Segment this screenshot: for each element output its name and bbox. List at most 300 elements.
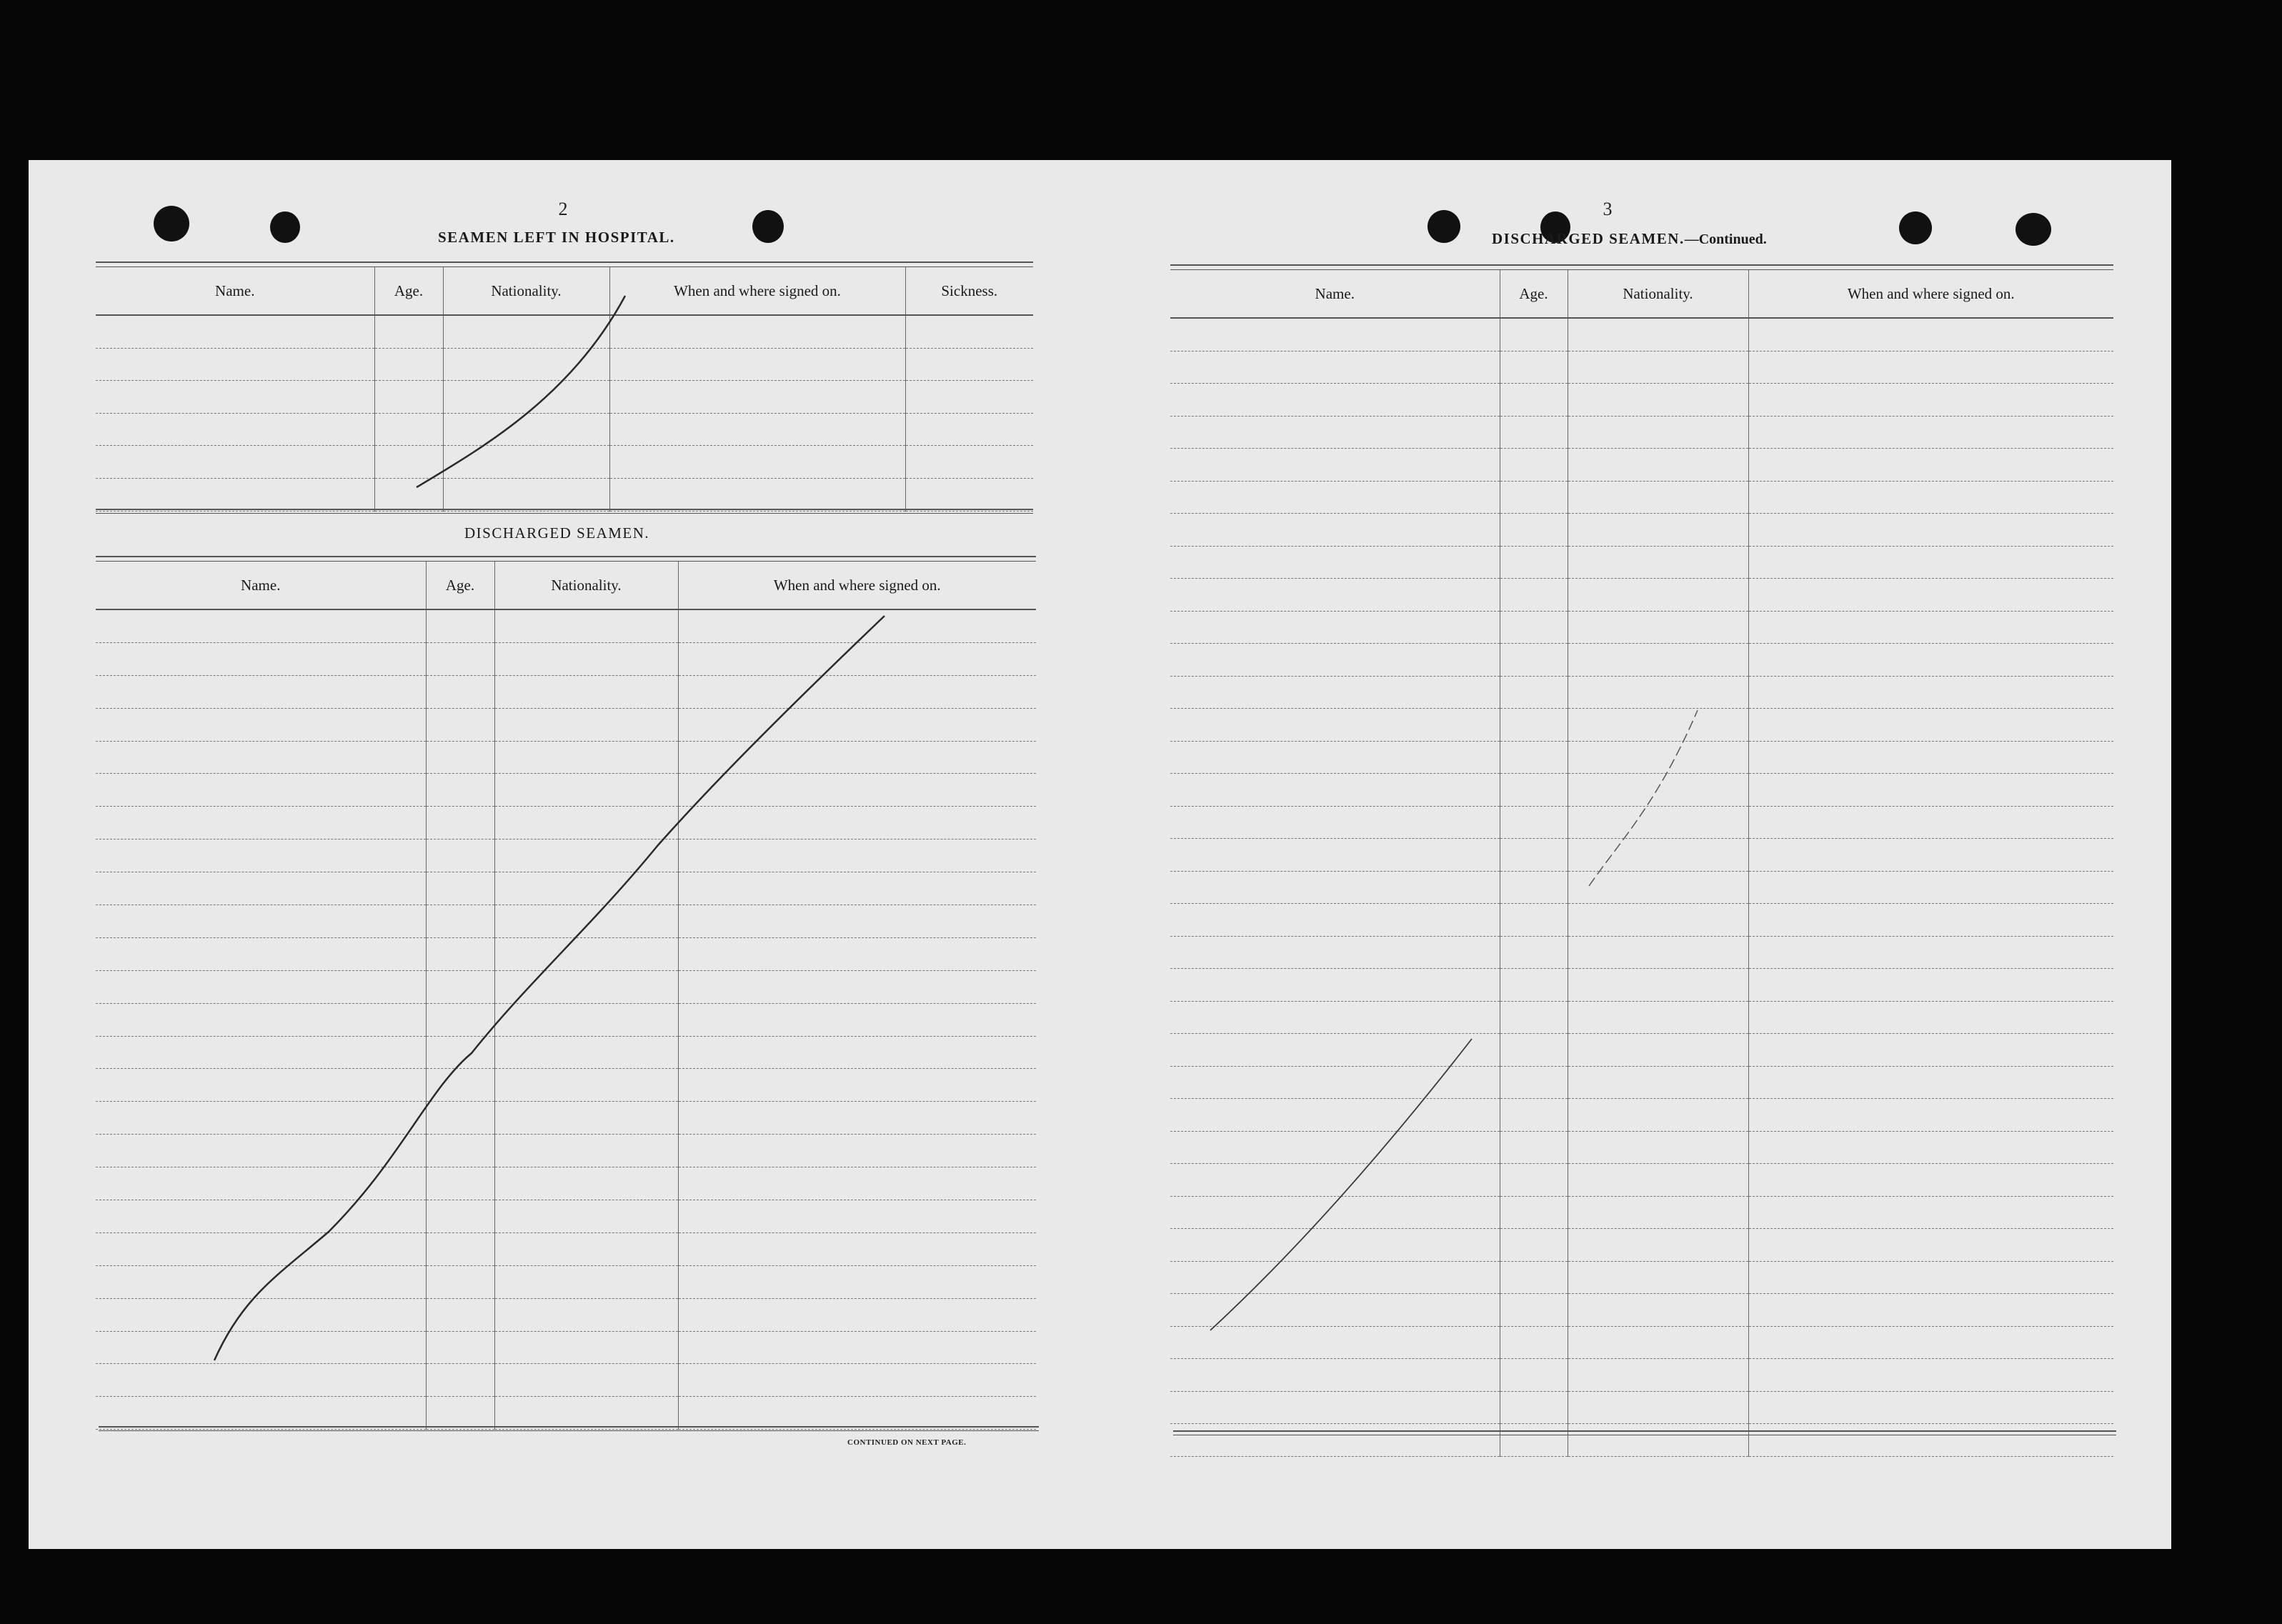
blank-cell (96, 642, 426, 675)
table-row (1170, 871, 2113, 904)
blank-cell (1500, 546, 1568, 579)
blank-cell (678, 905, 1036, 938)
blank-cell (96, 413, 374, 446)
page-number: 3 (1603, 199, 1613, 219)
table-row (96, 1003, 1036, 1036)
blank-cell (96, 840, 426, 872)
blank-cell (1500, 1001, 1568, 1034)
blank-cell (426, 905, 494, 938)
blank-cell (1170, 904, 1500, 937)
column-header-signed-on: When and where signed on. (678, 562, 1036, 609)
punch-hole (154, 206, 189, 241)
blank-cell (1568, 318, 1748, 351)
hospital-section-title: SEAMEN LEFT IN HOSPITAL. (438, 229, 675, 246)
table-row (1170, 1196, 2113, 1229)
blank-cell (426, 642, 494, 675)
blank-cell (1568, 676, 1748, 709)
blank-cell (1568, 741, 1748, 774)
blank-cell (1748, 1326, 2113, 1359)
blank-cell (1170, 1326, 1500, 1359)
table-row (1170, 1164, 2113, 1197)
blank-cell (426, 1102, 494, 1135)
blank-cell (1568, 839, 1748, 872)
blank-cell (1170, 351, 1500, 384)
blank-cell (678, 609, 1036, 642)
punch-hole (1428, 210, 1460, 243)
blank-cell (1568, 1164, 1748, 1197)
blank-cell (1170, 1066, 1500, 1099)
blank-cell (678, 1298, 1036, 1331)
blank-cell (96, 1232, 426, 1265)
table-row (1170, 384, 2113, 417)
blank-cell (678, 1135, 1036, 1167)
blank-cell (443, 446, 609, 479)
blank-cell (905, 381, 1033, 414)
blank-cell (494, 741, 678, 774)
blank-cell (96, 1003, 426, 1036)
table-row (1170, 709, 2113, 742)
table-row (96, 609, 1036, 642)
blank-cell (1500, 1099, 1568, 1132)
blank-cell (1748, 1131, 2113, 1164)
table-row (96, 1200, 1036, 1233)
blank-cell (494, 675, 678, 708)
blank-cell (1170, 1131, 1500, 1164)
blank-cell (1568, 384, 1748, 417)
blank-cell (678, 1331, 1036, 1364)
table-row (96, 478, 1033, 511)
column-header-signed-on: When and where signed on. (609, 267, 905, 315)
blank-cell (1500, 1229, 1568, 1262)
blank-cell (1568, 1066, 1748, 1099)
blank-cell (426, 1397, 494, 1430)
table-row (96, 1298, 1036, 1331)
blank-cell (96, 1331, 426, 1364)
blank-cell (96, 807, 426, 840)
blank-cell (1568, 481, 1748, 514)
blank-cell (678, 872, 1036, 905)
table-top-rule (96, 261, 1033, 267)
column-header-nationality: Nationality. (494, 562, 678, 609)
blank-cell (678, 741, 1036, 774)
blank-cell (1170, 416, 1500, 449)
blank-cell (426, 872, 494, 905)
blank-cell (1170, 1034, 1500, 1067)
blank-cell (1568, 1359, 1748, 1392)
blank-cell (443, 348, 609, 381)
table-row (96, 1069, 1036, 1102)
blank-cell (494, 1003, 678, 1036)
blank-cell (1748, 449, 2113, 482)
blank-cell (1170, 1294, 1500, 1327)
blank-cell (609, 315, 905, 348)
table-row (1170, 839, 2113, 872)
discharged-continued-title (1492, 230, 1767, 248)
blank-cell (1568, 1229, 1748, 1262)
blank-cell (96, 905, 426, 938)
blank-cell (1170, 871, 1500, 904)
blank-cell (426, 807, 494, 840)
column-header-nationality: Nationality. (1568, 270, 1748, 318)
blank-cell (1500, 1164, 1568, 1197)
blank-cell (1568, 1326, 1748, 1359)
blank-cell (905, 413, 1033, 446)
blank-cell (96, 478, 374, 511)
blank-cell (1500, 384, 1568, 417)
table-row (1170, 449, 2113, 482)
blank-cell (1170, 969, 1500, 1002)
blank-cell (1170, 709, 1500, 742)
blank-cell (426, 1069, 494, 1102)
blank-cell (96, 872, 426, 905)
blank-cell (1500, 514, 1568, 547)
blank-cell (678, 1003, 1036, 1036)
blank-cell (1568, 871, 1748, 904)
blank-cell (1568, 969, 1748, 1002)
table-row (1170, 1424, 2113, 1457)
table-row (96, 741, 1036, 774)
column-header-name: Name. (1170, 270, 1500, 318)
blank-cell (678, 1265, 1036, 1298)
blank-cell (1748, 1391, 2113, 1424)
table-row (1170, 1066, 2113, 1099)
blank-cell (1170, 579, 1500, 612)
blank-cell (1500, 871, 1568, 904)
blank-cell (1170, 741, 1500, 774)
blank-cell (1170, 1001, 1500, 1034)
blank-cell (1170, 318, 1500, 351)
column-header-name: Name. (96, 267, 374, 315)
blank-cell (494, 708, 678, 741)
blank-cell (1568, 1099, 1748, 1132)
blank-cell (1568, 1391, 1748, 1424)
table-row (96, 1265, 1036, 1298)
table-top-rule (1170, 264, 2113, 270)
blank-cell (1170, 1164, 1500, 1197)
blank-cell (494, 970, 678, 1003)
column-header-age: Age. (374, 267, 443, 315)
table-bottom-rule (96, 509, 1033, 514)
table-row (96, 642, 1036, 675)
hospital-table (96, 267, 1033, 512)
blank-cell (1568, 1001, 1748, 1034)
blank-cell (1170, 839, 1500, 872)
blank-cell (1568, 416, 1748, 449)
blank-cell (494, 1102, 678, 1135)
blank-cell (1170, 611, 1500, 644)
blank-cell (96, 774, 426, 807)
table-row (96, 937, 1036, 970)
blank-cell (494, 1232, 678, 1265)
table-row (96, 1364, 1036, 1397)
table-row (1170, 644, 2113, 677)
blank-cell (96, 609, 426, 642)
blank-cell (1500, 806, 1568, 839)
table-row (96, 708, 1036, 741)
blank-cell (96, 708, 426, 741)
table-row (1170, 514, 2113, 547)
blank-cell (426, 1364, 494, 1397)
blank-cell (1748, 514, 2113, 547)
blank-cell (1170, 546, 1500, 579)
table-row (1170, 969, 2113, 1002)
table-row (1170, 1391, 2113, 1424)
blank-cell (426, 675, 494, 708)
blank-cell (1500, 1294, 1568, 1327)
table-row (1170, 774, 2113, 807)
blank-cell (426, 1298, 494, 1331)
blank-cell (1568, 936, 1748, 969)
blank-cell (609, 478, 905, 511)
blank-cell (1500, 1196, 1568, 1229)
blank-cell (494, 1298, 678, 1331)
blank-cell (678, 1232, 1036, 1265)
table-row (1170, 741, 2113, 774)
table-row (1170, 416, 2113, 449)
blank-cell (609, 381, 905, 414)
blank-cell (426, 1167, 494, 1200)
blank-cell (1170, 936, 1500, 969)
blank-cell (426, 1135, 494, 1167)
blank-cell (678, 675, 1036, 708)
table-row (1170, 318, 2113, 351)
blank-cell (494, 807, 678, 840)
blank-cell (678, 1036, 1036, 1069)
blank-cell (1170, 774, 1500, 807)
blank-cell (1500, 709, 1568, 742)
blank-cell (1500, 579, 1568, 612)
blank-cell (1748, 1261, 2113, 1294)
table-row (96, 840, 1036, 872)
blank-cell (1500, 676, 1568, 709)
blank-cell (678, 937, 1036, 970)
blank-cell (1568, 611, 1748, 644)
blank-cell (678, 807, 1036, 840)
blank-cell (1748, 416, 2113, 449)
blank-cell (1500, 1391, 1568, 1424)
blank-cell (1748, 481, 2113, 514)
blank-cell (1568, 449, 1748, 482)
blank-cell (494, 1069, 678, 1102)
blank-cell (1500, 416, 1568, 449)
blank-cell (1500, 774, 1568, 807)
blank-cell (426, 609, 494, 642)
blank-cell (1500, 1034, 1568, 1067)
blank-cell (1500, 904, 1568, 937)
blank-cell (443, 381, 609, 414)
punch-hole (752, 210, 784, 243)
blank-cell (1568, 709, 1748, 742)
blank-cell (678, 1364, 1036, 1397)
blank-cell (1500, 318, 1568, 351)
blank-cell (1748, 644, 2113, 677)
blank-cell (426, 741, 494, 774)
blank-cell (96, 1397, 426, 1430)
blank-cell (1500, 969, 1568, 1002)
blank-cell (1748, 318, 2113, 351)
blank-cell (426, 774, 494, 807)
blank-cell (1748, 351, 2113, 384)
table-row (1170, 806, 2113, 839)
blank-cell (678, 642, 1036, 675)
blank-cell (494, 1200, 678, 1233)
table-row (96, 446, 1033, 479)
blank-cell (1748, 1066, 2113, 1099)
blank-cell (1568, 774, 1748, 807)
column-header-age: Age. (426, 562, 494, 609)
blank-cell (1170, 384, 1500, 417)
blank-cell (1568, 1261, 1748, 1294)
blank-cell (1748, 839, 2113, 872)
blank-cell (1568, 1034, 1748, 1067)
column-header-signed-on: When and where signed on. (1748, 270, 2113, 318)
blank-cell (1568, 644, 1748, 677)
blank-cell (1500, 1066, 1568, 1099)
blank-cell (1500, 741, 1568, 774)
column-header-nationality: Nationality. (443, 267, 609, 315)
blank-cell (1500, 1359, 1568, 1392)
blank-cell (443, 413, 609, 446)
blank-cell (426, 1200, 494, 1233)
blank-cell (905, 315, 1033, 348)
discharged-section-title: DISCHARGED SEAMEN. (464, 524, 650, 542)
blank-cell (1500, 1131, 1568, 1164)
blank-cell (678, 1167, 1036, 1200)
blank-cell (96, 675, 426, 708)
table-row (96, 315, 1033, 348)
table-row (96, 1135, 1036, 1167)
blank-cell (494, 774, 678, 807)
blank-cell (1748, 871, 2113, 904)
blank-cell (96, 348, 374, 381)
table-row (96, 1036, 1036, 1069)
table-row (96, 807, 1036, 840)
blank-cell (374, 315, 443, 348)
table-row (1170, 1261, 2113, 1294)
blank-cell (494, 872, 678, 905)
blank-cell (1748, 1164, 2113, 1197)
table-row (96, 905, 1036, 938)
blank-cell (96, 1102, 426, 1135)
column-header-age: Age. (1500, 270, 1568, 318)
page-number: 2 (558, 199, 568, 219)
blank-cell (1748, 806, 2113, 839)
blank-cell (426, 937, 494, 970)
table-row (1170, 481, 2113, 514)
blank-cell (1748, 774, 2113, 807)
blank-cell (96, 1200, 426, 1233)
blank-cell (96, 1135, 426, 1167)
blank-cell (678, 1102, 1036, 1135)
blank-cell (678, 1069, 1036, 1102)
table-row (96, 1232, 1036, 1265)
blank-cell (1568, 1196, 1748, 1229)
title-suffix: —Continued. (1684, 231, 1767, 247)
blank-cell (1748, 741, 2113, 774)
blank-cell (1748, 1424, 2113, 1457)
table-row (1170, 579, 2113, 612)
blank-cell (426, 708, 494, 741)
blank-cell (494, 905, 678, 938)
table-row (1170, 1229, 2113, 1262)
blank-cell (678, 1200, 1036, 1233)
table-row (96, 1102, 1036, 1135)
blank-cell (1568, 806, 1748, 839)
blank-cell (1748, 1359, 2113, 1392)
blank-cell (96, 1265, 426, 1298)
blank-cell (494, 1036, 678, 1069)
blank-cell (1170, 514, 1500, 547)
blank-cell (443, 315, 609, 348)
blank-cell (1748, 579, 2113, 612)
table-row (96, 1167, 1036, 1200)
blank-cell (374, 348, 443, 381)
blank-cell (1170, 806, 1500, 839)
punch-hole (270, 211, 300, 243)
blank-cell (905, 446, 1033, 479)
table-row (96, 348, 1033, 381)
blank-cell (426, 1003, 494, 1036)
blank-cell (96, 741, 426, 774)
blank-cell (1500, 1424, 1568, 1457)
blank-cell (1170, 644, 1500, 677)
blank-cell (494, 1265, 678, 1298)
blank-cell (1170, 1261, 1500, 1294)
table-row (96, 1397, 1036, 1430)
blank-cell (1170, 676, 1500, 709)
table-row (1170, 1359, 2113, 1392)
table-row (1170, 351, 2113, 384)
blank-cell (609, 413, 905, 446)
title-main: DISCHARGED SEAMEN. (1492, 230, 1685, 247)
blank-cell (1568, 1424, 1748, 1457)
blank-cell (426, 840, 494, 872)
table-row (96, 970, 1036, 1003)
blank-cell (678, 708, 1036, 741)
blank-cell (96, 1069, 426, 1102)
table-row (1170, 1326, 2113, 1359)
blank-cell (905, 348, 1033, 381)
blank-cell (96, 1298, 426, 1331)
table-row (96, 381, 1033, 414)
blank-cell (1500, 936, 1568, 969)
blank-cell (1568, 546, 1748, 579)
blank-cell (1568, 514, 1748, 547)
column-header-sickness: Sickness. (905, 267, 1033, 315)
blank-cell (426, 1232, 494, 1265)
blank-cell (1748, 1229, 2113, 1262)
column-header-name: Name. (96, 562, 426, 609)
blank-cell (678, 1397, 1036, 1430)
table-top-rule (96, 556, 1036, 562)
blank-cell (426, 970, 494, 1003)
blank-cell (1170, 1424, 1500, 1457)
table-row (1170, 1034, 2113, 1067)
blank-cell (494, 840, 678, 872)
blank-cell (1500, 481, 1568, 514)
blank-cell (1170, 481, 1500, 514)
table-row (1170, 1099, 2113, 1132)
blank-cell (1500, 449, 1568, 482)
blank-cell (494, 1397, 678, 1430)
table-row (1170, 546, 2113, 579)
discharged-continued-table (1170, 270, 2113, 1457)
table-bottom-rule (99, 1426, 1039, 1431)
blank-cell (96, 1364, 426, 1397)
blank-cell (96, 315, 374, 348)
punch-hole (1899, 211, 1932, 244)
blank-cell (96, 1167, 426, 1200)
